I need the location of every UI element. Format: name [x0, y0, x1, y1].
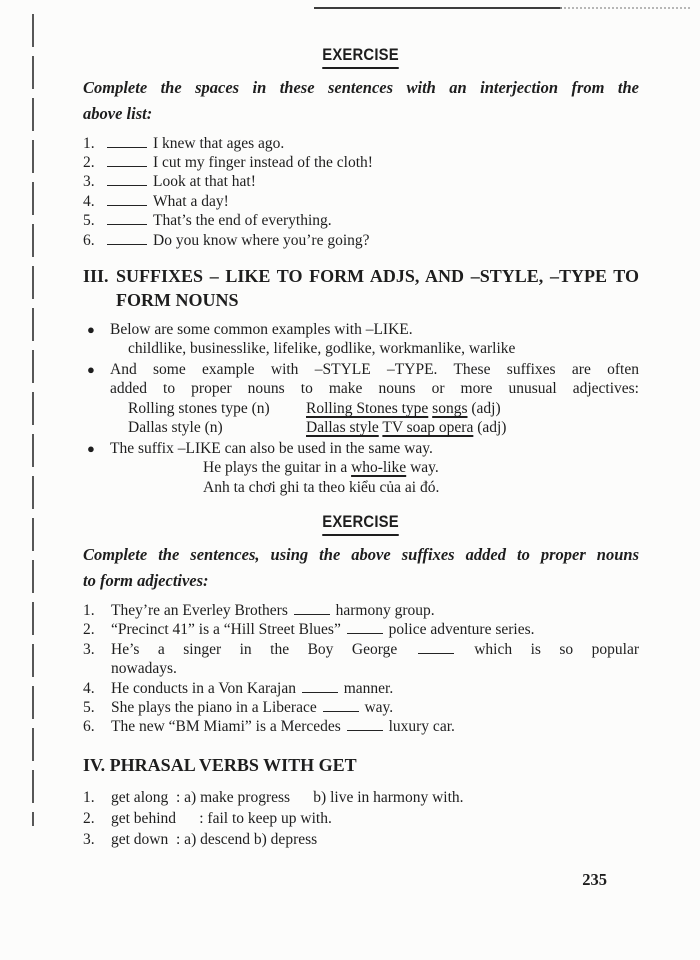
list-item — [83, 231, 639, 250]
fill-in-blank — [107, 234, 147, 245]
item-text: get behind : fail to keep up with. — [111, 809, 332, 827]
exercise1-instruction — [83, 75, 639, 127]
list-item — [83, 829, 639, 850]
item-text: “Precinct 41” is a “Hill Street Blues” police adventure series. — [111, 621, 535, 639]
bullet3-vietnamese-translation: Anh ta chơi ghi ta theo kiểu của ai đó. — [203, 478, 440, 496]
item-text: get along : a) make progress b) live in harmony with. — [111, 788, 464, 806]
list-item — [83, 192, 639, 211]
bullet-icon: ● — [87, 321, 95, 337]
list-item — [83, 153, 639, 172]
page-content — [83, 46, 639, 889]
fill-in-blank — [107, 214, 147, 225]
list-item — [83, 640, 639, 679]
item-text: The new “BM Miami” is a Mercedes luxury car. — [111, 718, 455, 736]
exercise1-instruction-line2: above list: — [83, 103, 153, 123]
section3-number: III. — [83, 265, 109, 286]
item-text: What a day! — [107, 192, 639, 211]
item-number: 6. — [83, 718, 95, 736]
fill-in-blank — [107, 195, 147, 206]
item-number: 1. — [83, 601, 95, 619]
section3-heading-text: SUFFIXES – LIKE TO FORM ADJS, AND –STYLE, –TYPE TO FORM NOUNS — [116, 265, 639, 310]
item-number: 4. — [83, 679, 95, 697]
fill-in-blank — [107, 137, 147, 148]
item-text: That’s the end of everything. — [107, 211, 639, 230]
item-line2: nowadays. — [111, 660, 177, 678]
example-noun: Dallas style (n) — [128, 419, 223, 437]
item-number: 5. — [83, 212, 95, 230]
bullet-icon: ● — [87, 361, 95, 377]
item-text: I cut my finger instead of the cloth! — [107, 153, 639, 172]
item-text: They’re an Everley Brothers harmony group. — [111, 601, 435, 619]
bullet3-example-sentence: He plays the guitar in a who-like way. — [203, 459, 439, 477]
item-number: 3. — [83, 640, 95, 658]
exercise1-list — [83, 134, 639, 250]
bullet3-text: The suffix –LIKE can also be used in the same way. — [110, 439, 433, 457]
item-number: 2. — [83, 621, 95, 639]
bullet-item — [83, 439, 639, 498]
bullet-item — [83, 320, 639, 359]
item-number: 3. — [83, 830, 95, 848]
fill-in-blank — [302, 682, 338, 693]
item-number: 4. — [83, 192, 95, 210]
list-item — [83, 808, 639, 829]
fill-in-blank — [294, 604, 330, 615]
list-item — [83, 787, 639, 808]
item-text — [111, 640, 639, 679]
list-item — [83, 172, 639, 191]
item-line1: He’s a singer in the Boy George which is so popular — [111, 640, 639, 658]
fill-in-blank — [347, 623, 383, 634]
exercise1-heading — [83, 46, 639, 69]
item-number: 3. — [83, 173, 95, 191]
fill-in-blank — [418, 643, 454, 654]
exercise2-instruction-line1: Complete the sentences, using the above suffixes added to proper nouns — [83, 544, 639, 564]
section3-heading — [83, 264, 639, 312]
list-item — [83, 698, 639, 717]
bullet-icon: ● — [87, 440, 95, 456]
bullet1-text: Below are some common examples with –LIKE. — [110, 320, 413, 338]
item-number: 6. — [83, 231, 95, 249]
list-item — [83, 134, 639, 153]
exercise2-heading — [83, 513, 639, 536]
item-number: 5. — [83, 698, 95, 716]
page-number: 235 — [582, 869, 607, 889]
item-number: 1. — [83, 788, 95, 806]
item-text: He conducts in a Von Karajan manner. — [111, 679, 394, 697]
bullet2-line2: added to proper nouns to make nouns or more unusual adjectives: — [110, 380, 639, 398]
example-adjective: Dallas style TV soap opera (adj) — [306, 419, 507, 437]
exercise2-instruction — [83, 542, 639, 594]
example-adjective: Rolling Stones type songs (adj) — [306, 399, 501, 417]
phrasal-verbs-list — [83, 787, 639, 850]
exercise2-list — [83, 601, 639, 737]
item-text: She plays the piano in a Liberace way. — [111, 698, 394, 716]
fill-in-blank — [323, 701, 359, 712]
item-text: Look at that hat! — [107, 172, 639, 191]
item-text: get down : a) descend b) depress — [111, 830, 318, 848]
section4-heading: IV. PHRASAL VERBS WITH GET — [83, 754, 357, 775]
suffix-example-row — [128, 418, 639, 438]
list-item — [83, 679, 639, 698]
exercise1-instruction-line1: Complete the spaces in these sentences with an interjection from the — [83, 77, 639, 97]
example-noun: Rolling stones type (n) — [128, 399, 270, 417]
exercise2-instruction-line2: to form adjectives: — [83, 570, 209, 590]
item-number: 2. — [83, 809, 95, 827]
fill-in-blank — [107, 156, 147, 167]
bullet2-line1: And some example with –STYLE –TYPE. These suffixes are often — [110, 360, 639, 378]
fill-in-blank — [347, 720, 383, 731]
list-item — [83, 601, 639, 620]
list-item — [83, 211, 639, 230]
item-text: Do you know where you’re going? — [107, 231, 639, 250]
bullet1-examples: childlike, businesslike, lifelike, godlike, workmanlike, warlike — [128, 340, 516, 358]
item-text: I knew that ages ago. — [107, 134, 639, 153]
scan-artifact-top-line — [314, 7, 562, 9]
exercise2-heading-text: EXERCISE — [323, 513, 400, 536]
list-item — [83, 620, 639, 639]
scan-artifact-top-line-fade — [560, 7, 690, 9]
suffix-example-row — [128, 399, 639, 419]
item-number: 2. — [83, 153, 95, 171]
exercise1-heading-text: EXERCISE — [323, 46, 400, 69]
scan-artifact-left-margin-line — [32, 14, 34, 826]
item-number: 1. — [83, 134, 95, 152]
fill-in-blank — [107, 175, 147, 186]
list-item — [83, 717, 639, 736]
bullet-item — [83, 360, 639, 438]
